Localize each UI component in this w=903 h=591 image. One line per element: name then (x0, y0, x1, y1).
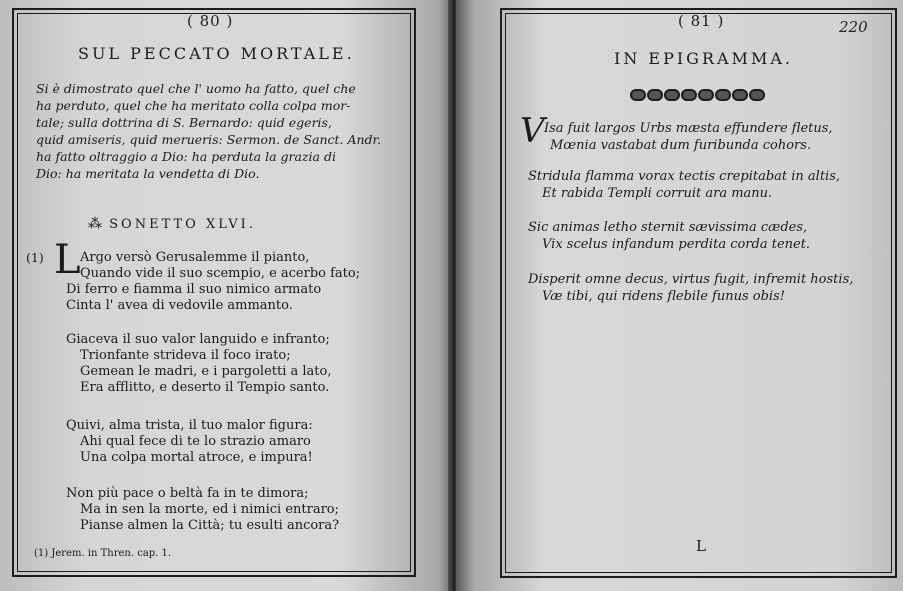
couplet-1 (544, 120, 833, 154)
verse-line: Quivi, alma trista, il tuo malor figura: (66, 418, 313, 433)
verse-line: Disperit omne decus, virtus fugit, infremit hostis, (528, 272, 854, 287)
verse-line: Una colpa mortal atroce, e impura! (80, 450, 313, 465)
verse-line: Isa fuit largos Urbs mæsta effundere fletus, (544, 121, 833, 136)
verse-line: Ma in sen la morte, ed i nimici entraro; (80, 502, 340, 517)
ornament-icon: ⁂ (88, 216, 102, 232)
drop-cap: V (520, 111, 545, 151)
page-title: SUL PECCATO MORTALE. (78, 44, 355, 63)
intro-paragraph (36, 80, 406, 182)
verse-line: Quando vide il suo scempio, e acerbo fato; (80, 266, 361, 281)
page-number: ( 81 ) (678, 12, 725, 30)
handwritten-number: 220 (839, 18, 868, 36)
verse-line: Væ tibi, qui ridens flebile funus obis! (542, 289, 785, 304)
drop-cap: L (54, 237, 81, 283)
intro-line: quid amiseris, quid merueris: Sermon. de Sanct. Andr. (36, 132, 382, 147)
verse-line: Non più pace o beltà fa in te dimora; (66, 486, 309, 501)
ornament-band-icon (630, 89, 765, 101)
stanza-2 (66, 332, 332, 396)
page-number: ( 80 ) (187, 12, 234, 30)
intro-line: ha fatto oltraggio a Dio: ha perduta la grazia di (36, 149, 336, 164)
couplet-2 (528, 168, 840, 202)
verse-line: Sic animas letho sternit sævissima cædes, (528, 220, 808, 235)
verse-line: Trionfante strideva il foco irato; (80, 348, 291, 363)
verse-line: Et rabida Templi corruit ara manu. (542, 186, 773, 201)
sonnet-heading (88, 216, 256, 232)
verse-line: Ahi qual fece di te lo strazio amaro (80, 434, 311, 449)
verse-line: Pianse almen la Città; tu esulti ancora? (80, 518, 340, 533)
intro-line: ha perduto, quel che ha meritato colla colpa mor- (36, 98, 351, 113)
couplet-3 (528, 219, 810, 253)
verse-line: Di ferro e fiamma il suo nimico armato (66, 282, 322, 297)
verse-line: Giaceva il suo valor languido e infranto; (66, 332, 330, 347)
stanza-4 (66, 486, 339, 534)
intro-line: Dio: ha meritata la vendetta di Dio. (36, 166, 260, 181)
right-page (456, 0, 903, 591)
verse-line: Era afflitto, e deserto il Tempio santo. (80, 380, 330, 395)
intro-line: Si è dimostrato quel che l' uomo ha fatto, quel che (36, 81, 356, 96)
verse-line: Argo versò Gerusalemme il pianto, (80, 250, 310, 265)
verse-line: Mœnia vastabat dum furibunda cohors. (550, 138, 812, 153)
page-title: IN EPIGRAMMA. (614, 49, 793, 68)
verse-line: Stridula flamma vorax tectis crepitabat in altis, (528, 169, 841, 184)
stanza-3 (66, 418, 313, 466)
stanza-1 (66, 250, 361, 314)
verse-line: Cinta l' avea di vedovile ammanto. (66, 298, 293, 313)
couplet-4 (528, 271, 853, 305)
verse-line: Vix scelus infandum perdita corda tenet. (542, 237, 811, 252)
intro-line: tale; sulla dottrina di S. Bernardo: quid egeris, (36, 115, 332, 130)
footnote-marker: (1) (26, 250, 44, 265)
footnote: (1) Jerem. in Thren. cap. 1. (34, 548, 172, 559)
signature-mark: L (696, 537, 706, 555)
verse-line: Gemean le madri, e i pargoletti a lato, (80, 364, 332, 379)
sonnet-heading-text: SONETTO XLVI. (109, 217, 256, 232)
